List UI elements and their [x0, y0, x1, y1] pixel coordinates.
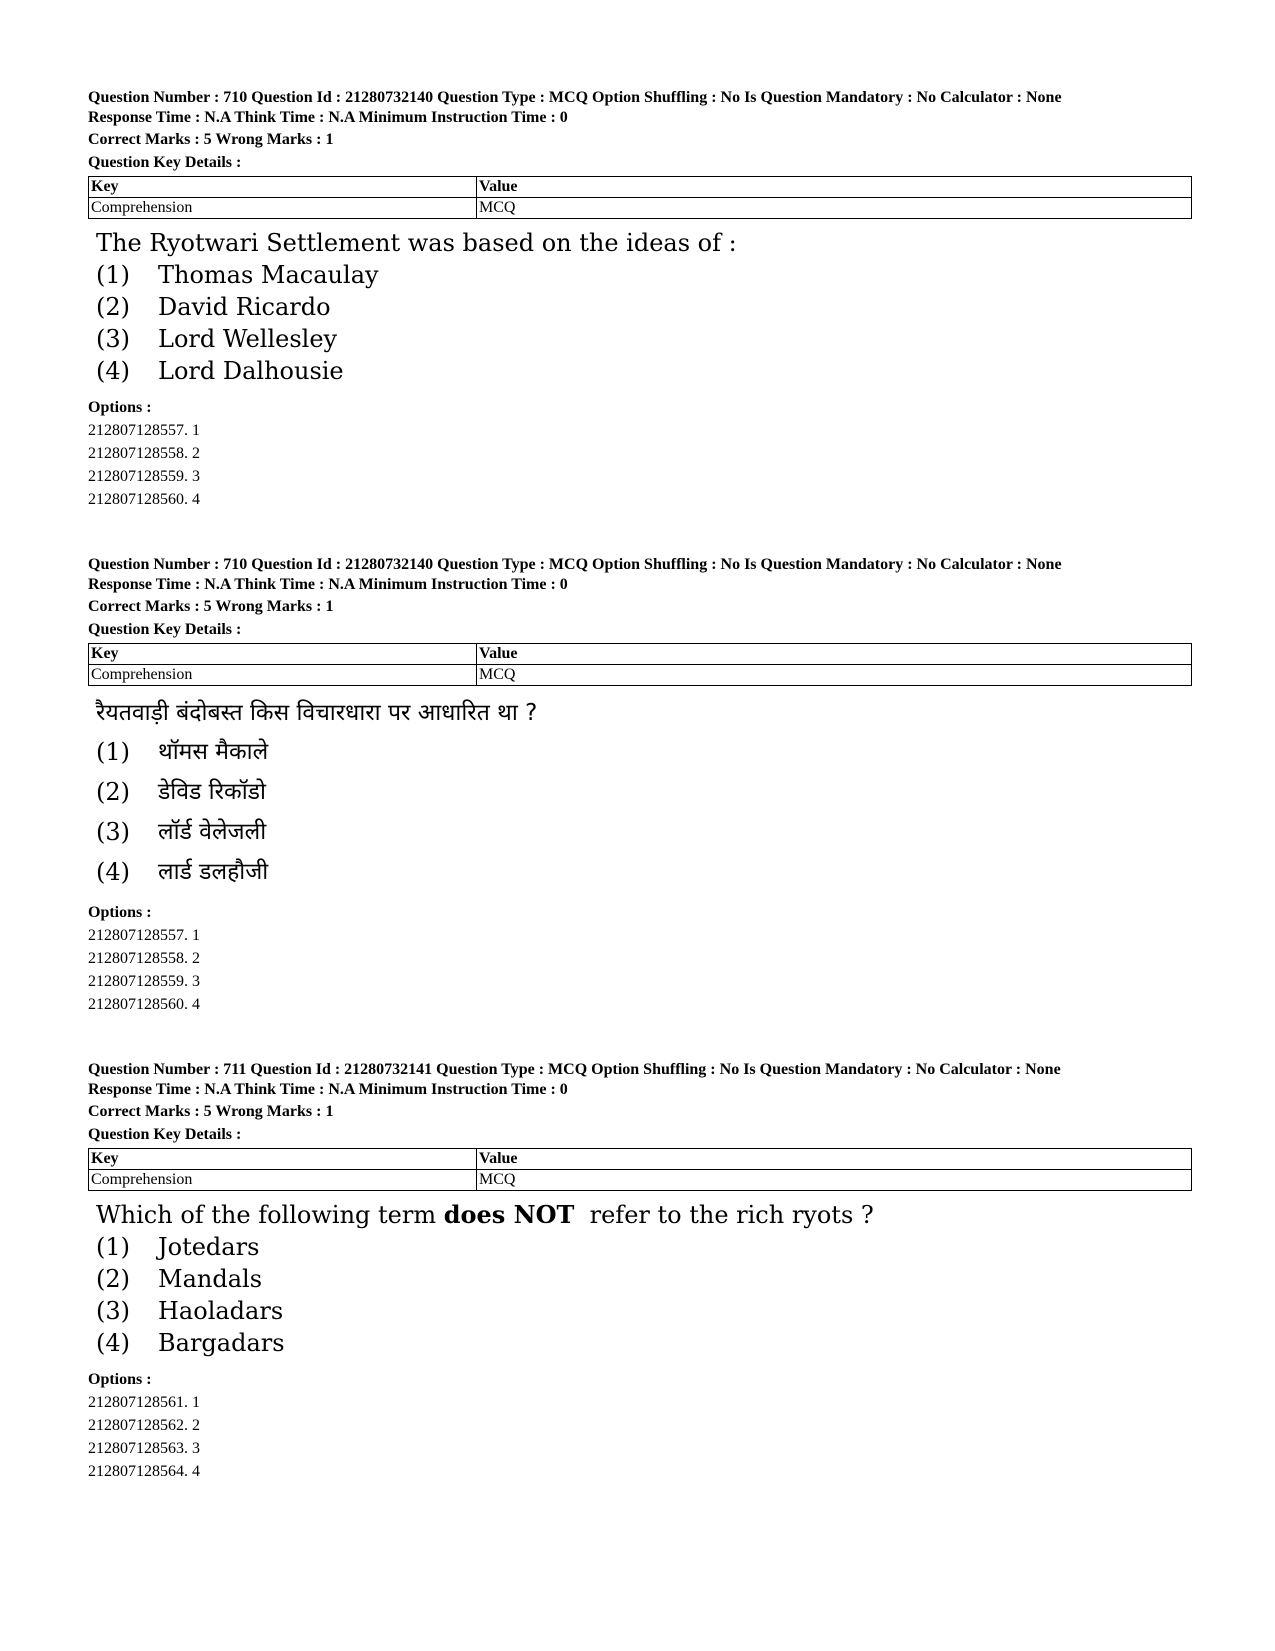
choice-item [96, 1295, 1192, 1327]
question-meta-line-2: Response Time : N.A Think Time : N.A Minimum Instruction Time : 0 [88, 109, 568, 126]
choice-text: Lord Wellesley [158, 325, 338, 353]
key-header-cell: Key [89, 644, 477, 665]
choice-text: Jotedars [158, 1233, 260, 1261]
question-content [96, 694, 1192, 892]
choice-item [96, 355, 1192, 387]
question-meta [88, 88, 1192, 128]
choice-number: (4) [96, 357, 130, 385]
marks-line: Correct Marks : 5 Wrong Marks : 1 [88, 131, 334, 148]
choice-number: (2) [96, 1265, 130, 1293]
option-id-row: 212807128560. 4 [88, 996, 200, 1013]
options-section [88, 902, 1192, 1016]
question-block-710-english [88, 88, 1192, 511]
choice-text: David Ricardo [158, 293, 331, 321]
key-details-table [88, 643, 1192, 686]
choice-number: (2) [96, 293, 130, 321]
question-meta-line-2: Response Time : N.A Think Time : N.A Minimum Instruction Time : 0 [88, 576, 568, 593]
choice-number: (3) [96, 1297, 130, 1325]
question-text-pre: Which of the following term [96, 1201, 444, 1229]
table-row [89, 198, 1192, 219]
option-id-row: 212807128557. 1 [88, 927, 200, 944]
value-cell: MCQ [477, 198, 1192, 219]
value-header-cell: Value [477, 177, 1192, 198]
question-block-710-hindi [88, 555, 1192, 1016]
table-header-row [89, 644, 1192, 665]
document-page [88, 88, 1192, 1523]
question-meta [88, 1060, 1192, 1100]
choice-item [96, 772, 1192, 812]
option-id-row: 212807128564. 4 [88, 1463, 200, 1480]
option-id-row: 212807128563. 3 [88, 1440, 200, 1457]
key-cell: Comprehension [89, 198, 477, 219]
choice-number: (1) [96, 261, 130, 289]
options-label: Options : [88, 904, 152, 921]
question-text: The Ryotwari Settlement was based on the ideas of : [96, 229, 737, 257]
key-header-cell: Key [89, 1149, 477, 1170]
value-header-cell: Value [477, 644, 1192, 665]
options-label: Options : [88, 399, 152, 416]
key-cell: Comprehension [89, 665, 477, 686]
option-id-row: 212807128557. 1 [88, 422, 200, 439]
question-text [96, 1199, 1192, 1231]
question-meta-line-1: Question Number : 710 Question Id : 21280732140 Question Type : MCQ Option Shuffling : No Is Question Mandatory : No Calculator : None [88, 556, 1062, 573]
option-id-row: 212807128559. 3 [88, 468, 200, 485]
question-content [96, 1199, 1192, 1359]
choice-text: Mandals [158, 1265, 263, 1293]
options-section [88, 397, 1192, 511]
options-label: Options : [88, 1371, 152, 1388]
question-meta-line-1: Question Number : 711 Question Id : 21280732141 Question Type : MCQ Option Shuffling : No Is Question Mandatory : No Calculator : None [88, 1061, 1061, 1078]
key-details-label: Question Key Details : [88, 1126, 242, 1143]
choice-item [96, 1263, 1192, 1295]
choice-number: (2) [96, 778, 130, 806]
key-cell: Comprehension [89, 1170, 477, 1191]
choice-item [96, 852, 1192, 892]
choice-item [96, 1327, 1192, 1359]
option-id-row: 212807128559. 3 [88, 973, 200, 990]
key-details-table [88, 1148, 1192, 1191]
question-content [96, 227, 1192, 387]
choice-text: डेविड रिकॉडो [158, 779, 266, 805]
choice-text: Bargadars [158, 1329, 285, 1357]
option-id-row: 212807128560. 4 [88, 491, 200, 508]
option-id-row: 212807128558. 2 [88, 445, 200, 462]
choice-text: Thomas Macaulay [158, 261, 379, 289]
options-section [88, 1369, 1192, 1483]
choice-item [96, 1231, 1192, 1263]
question-text: रैयतवाड़ी बंदोबस्त किस विचारधारा पर आधारित था ? [96, 700, 538, 726]
choice-number: (1) [96, 738, 130, 766]
table-row [89, 665, 1192, 686]
choice-text: लार्ड डलहौजी [158, 859, 269, 885]
question-meta-line-1: Question Number : 710 Question Id : 21280732140 Question Type : MCQ Option Shuffling : No Is Question Mandatory : No Calculator : None [88, 89, 1062, 106]
option-id-row: 212807128562. 2 [88, 1417, 200, 1434]
option-id-row: 212807128558. 2 [88, 950, 200, 967]
value-cell: MCQ [477, 665, 1192, 686]
question-text-emphasis: does NOT [443, 1200, 575, 1229]
choice-item [96, 323, 1192, 355]
key-header-cell: Key [89, 177, 477, 198]
marks-line: Correct Marks : 5 Wrong Marks : 1 [88, 598, 334, 615]
option-id-row: 212807128561. 1 [88, 1394, 200, 1411]
table-header-row [89, 177, 1192, 198]
question-meta [88, 555, 1192, 595]
choice-number: (3) [96, 818, 130, 846]
choice-text: थॉमस मैकाले [158, 739, 269, 765]
choice-item [96, 812, 1192, 852]
value-header-cell: Value [477, 1149, 1192, 1170]
question-block-711-english [88, 1060, 1192, 1483]
question-text-post: refer to the rich ryots ? [574, 1201, 874, 1229]
choice-number: (4) [96, 1329, 130, 1357]
question-meta-line-2: Response Time : N.A Think Time : N.A Minimum Instruction Time : 0 [88, 1081, 568, 1098]
choice-text: Haoladars [158, 1297, 284, 1325]
table-header-row [89, 1149, 1192, 1170]
table-row [89, 1170, 1192, 1191]
key-details-label: Question Key Details : [88, 621, 242, 638]
choice-number: (4) [96, 858, 130, 886]
key-details-label: Question Key Details : [88, 154, 242, 171]
choice-item [96, 291, 1192, 323]
choice-text: लॉर्ड वेलेजली [158, 819, 267, 845]
marks-line: Correct Marks : 5 Wrong Marks : 1 [88, 1103, 334, 1120]
choice-number: (1) [96, 1233, 130, 1261]
choice-number: (3) [96, 325, 130, 353]
choice-item [96, 259, 1192, 291]
key-details-table [88, 176, 1192, 219]
value-cell: MCQ [477, 1170, 1192, 1191]
choice-text: Lord Dalhousie [158, 357, 344, 385]
choice-item [96, 732, 1192, 772]
